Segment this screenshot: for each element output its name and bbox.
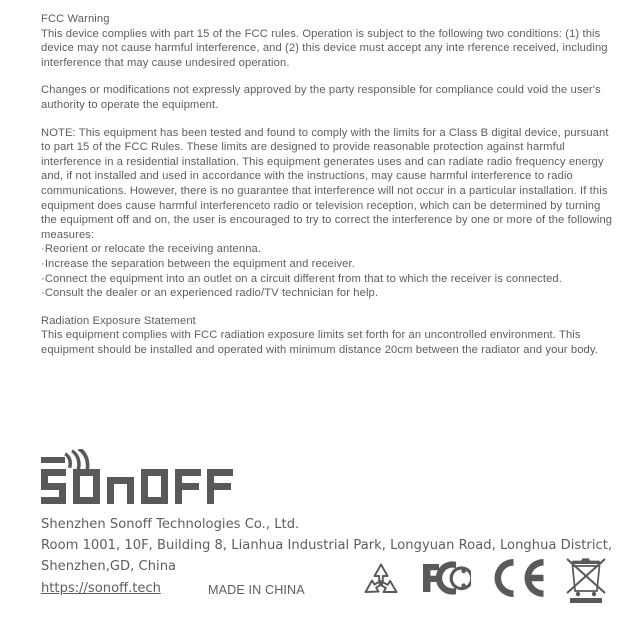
company-address-line-1: Room 1001, 10F, Building 8, Lianhua Industrial Park, Longyuan Road, Longhua District,	[41, 538, 613, 553]
list-item: ·Reorient or relocate the receiving antenna.	[41, 243, 262, 256]
note-paragraph: NOTE: This equipment has been tested and found to comply with the limits for a Class B digital device, pursuant to part 15 of the FCC Rules. These limits are designed to provide reasonable protection against harmful interference in a residential installation. This equipment generates uses and can radiate radio frequency energy and, if not installed and used in accordance with the instructions, may cause harmful interference to radio communications. However, there is no guarantee that interference will not occur in a particular installation. If this equipment does cause harmful interferenceto radio or television reception, which can be determined by turning the equipment off and on, the user is encouraged to try to correct the interference by one or more of the following measures:	[41, 126, 613, 241]
company-website-link[interactable]: https://sonoff.tech	[41, 581, 161, 596]
fcc-mark-icon	[421, 558, 471, 600]
radiation-exposure-heading: Radiation Exposure Statement	[41, 314, 196, 327]
list-item: ·Increase the separation between the equipment and receiver.	[41, 257, 355, 270]
corrective-measures-list	[41, 242, 615, 300]
regulatory-text-block	[41, 12, 615, 357]
paragraph-spacer	[41, 301, 615, 314]
radiation-exposure-section	[41, 314, 615, 358]
recycle-icon	[358, 559, 404, 603]
certification-marks-row	[358, 553, 620, 611]
paragraph-spacer	[41, 70, 615, 83]
weee-bin-icon	[561, 553, 611, 605]
weee-underline-bar	[570, 598, 602, 603]
radiation-exposure-body: This equipment complies with FCC radiation exposure limits set forth for an uncontrolled environment. This equipment should be installed and operated with minimum distance 20cm between the radiator and your body.	[41, 329, 598, 356]
fcc-warning-section	[41, 12, 615, 70]
modifications-paragraph: Changes or modifications not expressly approved by the party responsible for compliance could void the user's authority to operate the equipment.	[41, 84, 601, 111]
company-name: Shenzhen Sonoff Technologies Co., Ltd.	[41, 517, 300, 532]
list-item: ·Consult the dealer or an experienced radio/TV technician for help.	[41, 287, 379, 300]
made-in-china-label: MADE IN CHINA	[208, 583, 305, 597]
sonoff-logo	[40, 449, 260, 511]
sonoff-logo-svg	[40, 449, 260, 511]
fcc-warning-body: This device complies with part 15 of the FCC rules. Operation is subject to the following two conditions: (1) this device may not cause harmful interference, and (2) this device must accept any inte rference received, including interference that may cause undesired operation.	[41, 27, 608, 69]
list-item: ·Connect the equipment into an outlet on a circuit different from that to which the receiver is connected.	[41, 272, 562, 285]
ce-mark-icon	[486, 553, 548, 603]
company-address-line-2: Shenzhen,GD, China	[41, 559, 177, 574]
fcc-warning-heading: FCC Warning	[41, 13, 110, 25]
